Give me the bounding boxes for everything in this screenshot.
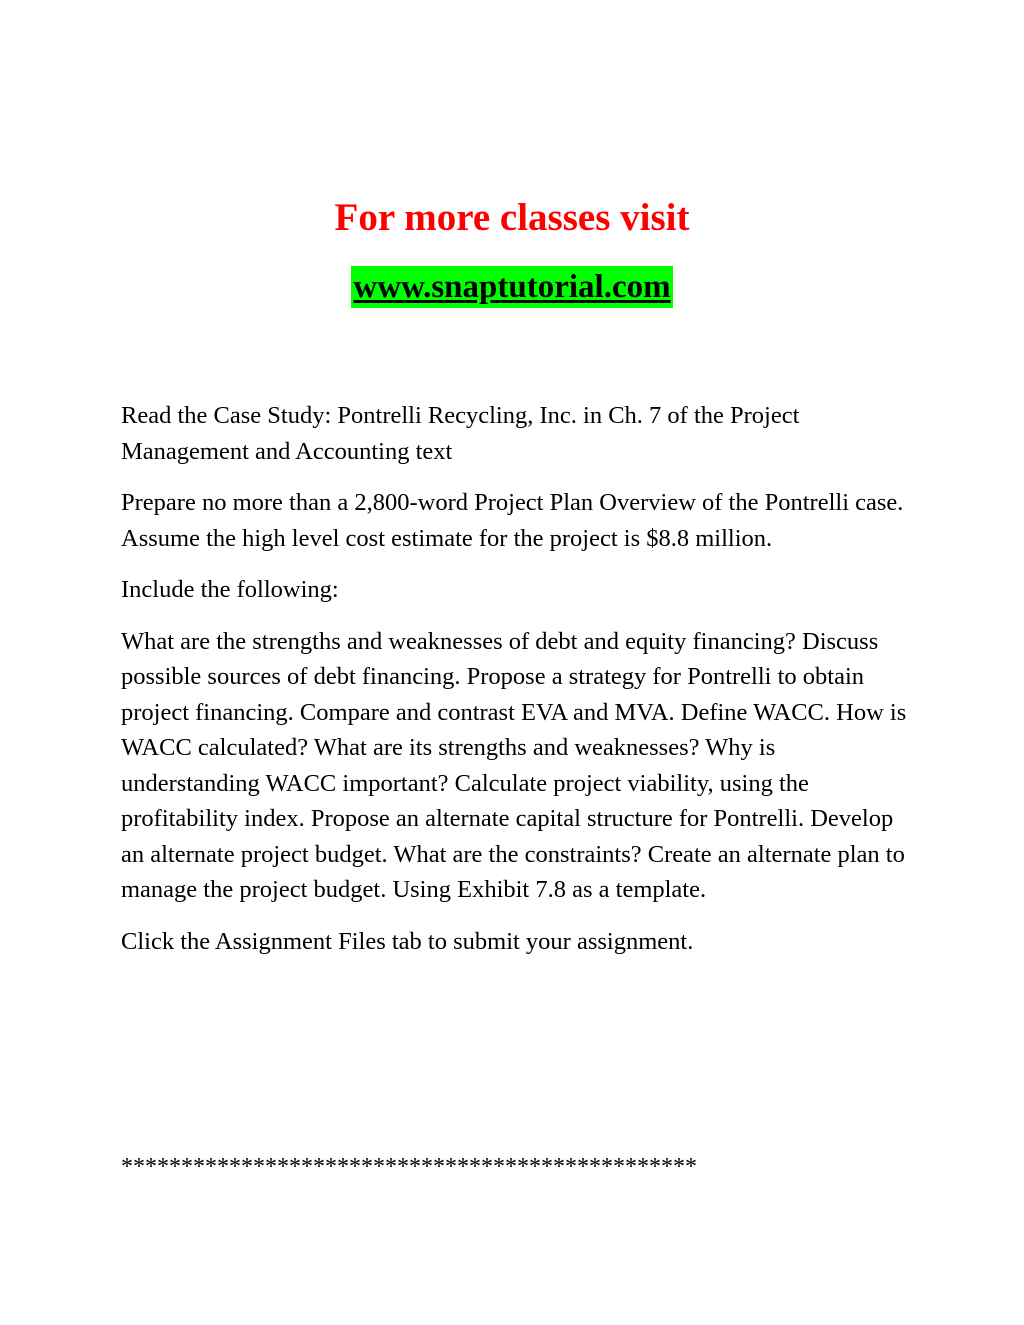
paragraph-include-following: Include the following: — [121, 576, 339, 603]
site-link[interactable]: www.snaptutorial.com — [351, 266, 672, 308]
paragraph-case-study: Read the Case Study: Pontrelli Recycling, Inc. in Ch. 7 of the Project Management and Accounting text — [121, 402, 800, 465]
separator-line: ************************************************ — [121, 1154, 697, 1180]
paragraph-project-plan: Prepare no more than a 2,800-word Project Plan Overview of the Pontrelli case. Assume the high level cost estimate for the project is $8.8 million. — [121, 489, 904, 552]
paragraph-submit-instructions: Click the Assignment Files tab to submit your assignment. — [121, 927, 694, 955]
paragraph-questions: What are the strengths and weaknesses of debt and equity financing? Discuss possible sources of debt financing. Propose a strategy for Pontrelli to obtain project financing. Compare and contrast EVA and MVA. Define WACC. How is WACC calculated? What are its strengths and weaknesses? Why is understanding WACC important? Calculate project viability, using the profitability index. Propose an alternate capital structure for Pontrelli. Develop an alternate project budget. What are the constraints? Create an alternate plan to manage the project budget. Using Exhibit 7.8 as a template. — [121, 627, 907, 903]
page-title: For more classes visit — [334, 196, 690, 239]
site-link-container — [0, 266, 1024, 308]
assignment-body — [121, 398, 911, 975]
